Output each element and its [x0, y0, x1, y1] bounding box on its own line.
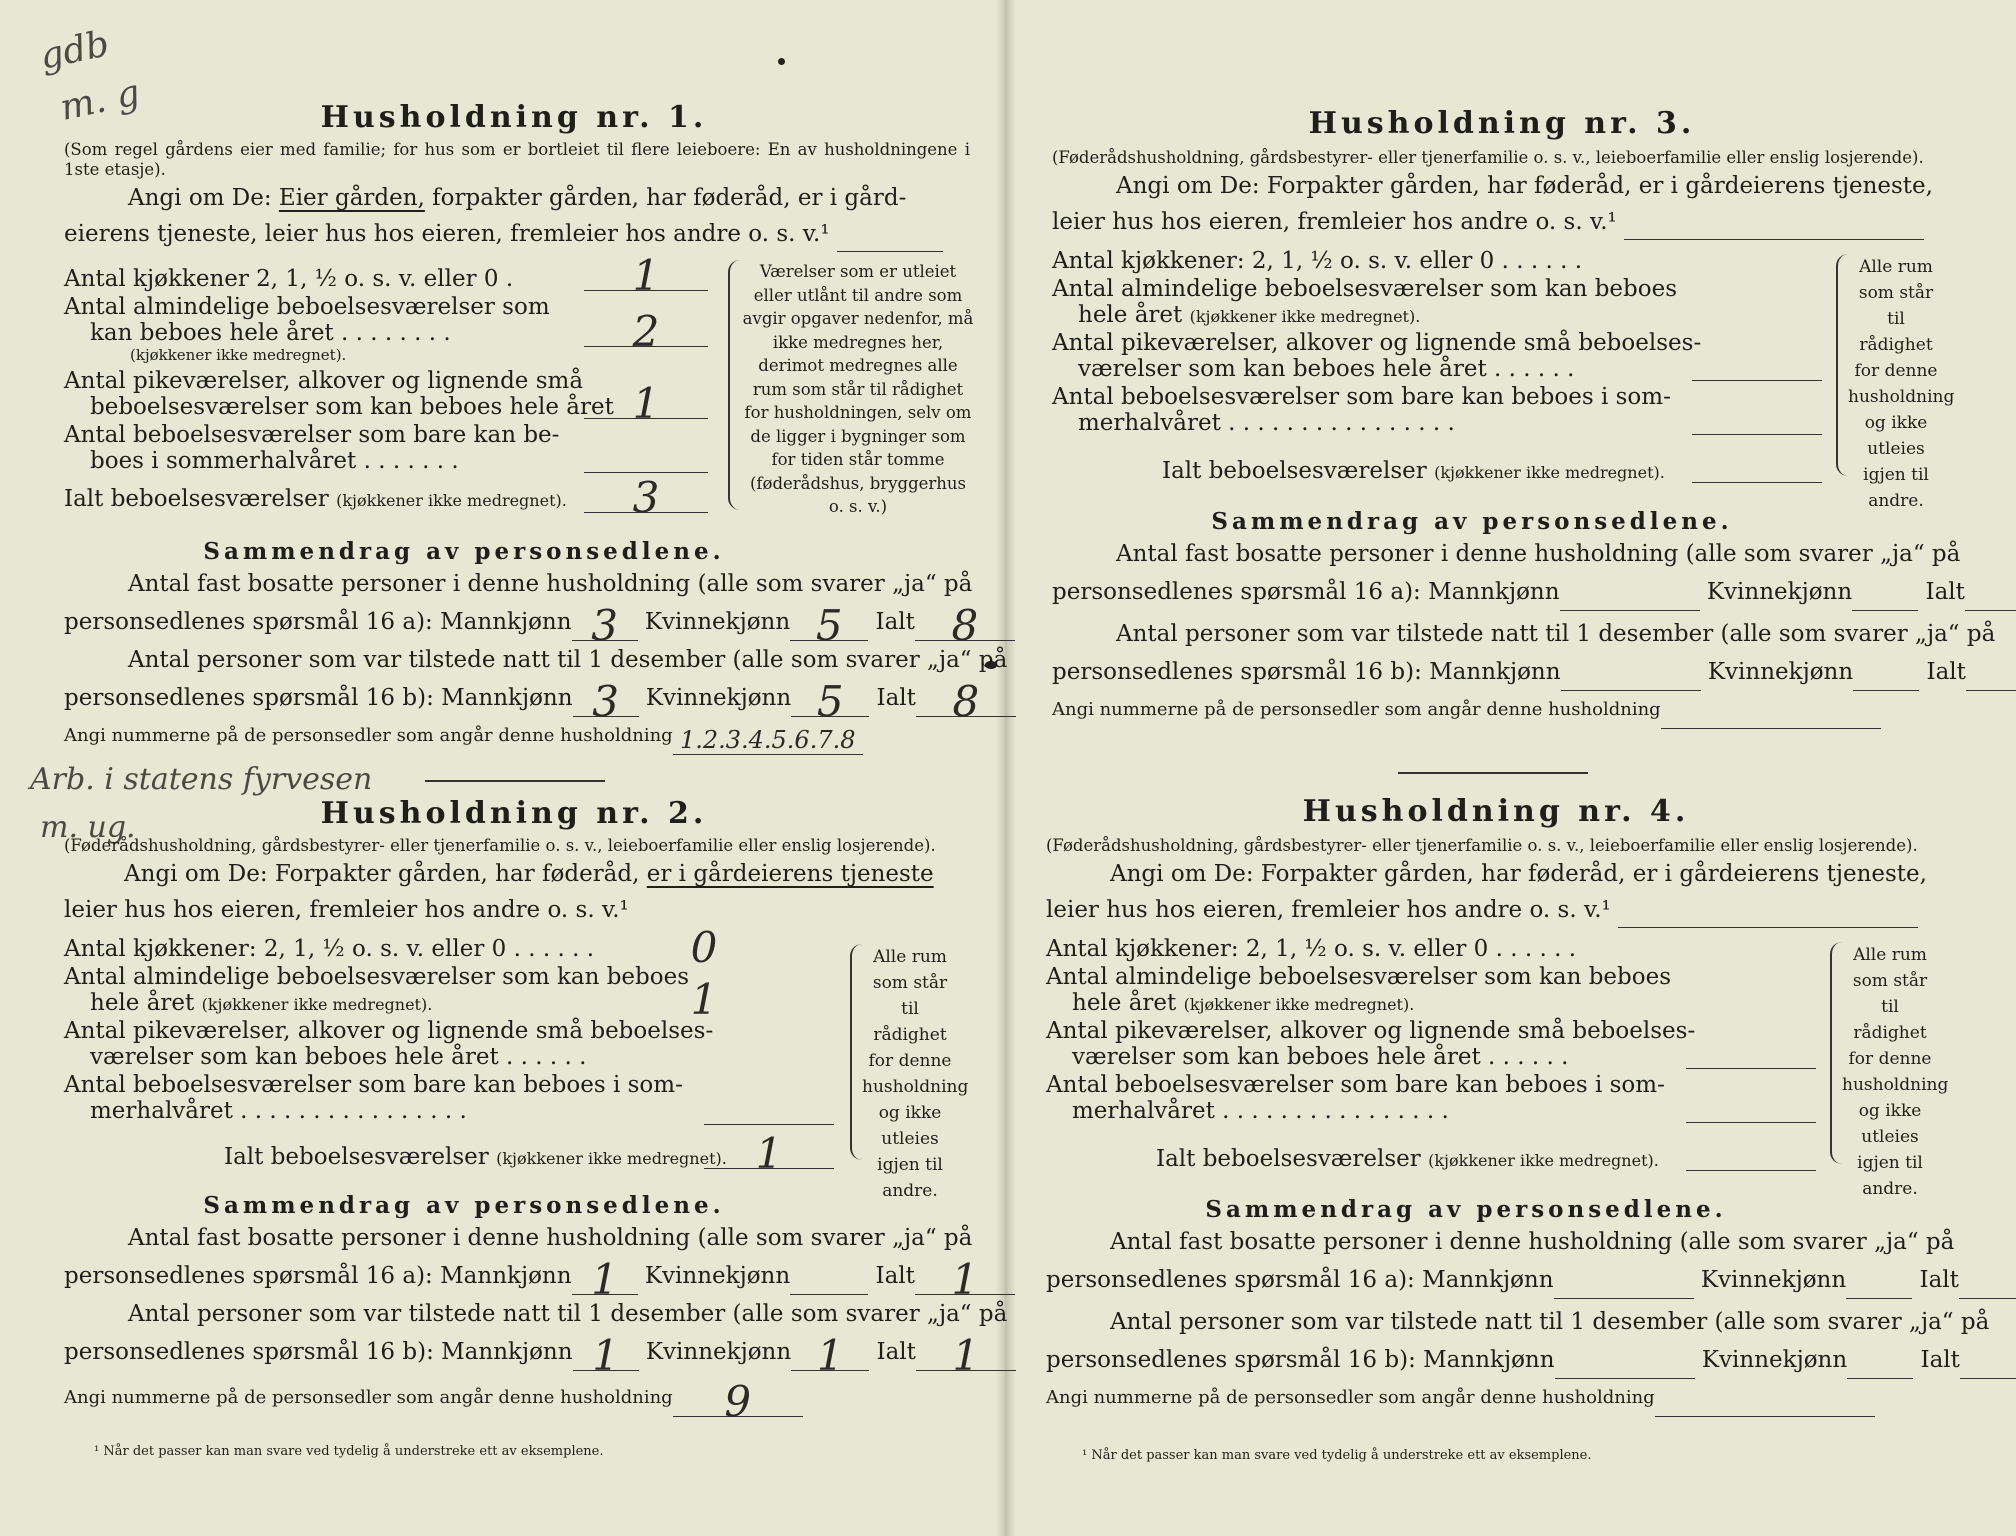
margin-note: gdb [36, 23, 113, 78]
pike-label: Antal pikeværelser, alkover og lignende små [64, 368, 584, 394]
rooms-block [64, 251, 974, 530]
tilstede-kvinne-answer: 1 [791, 1342, 869, 1371]
pike-label-2: værelser som kan beboes hele året . . . . . . [1078, 356, 1575, 382]
tilstede-ialt-answer [1960, 1350, 2016, 1379]
fast-ialt-answer [1965, 582, 2016, 611]
pike-answer [1692, 350, 1822, 381]
angi-line-2: leier hus hos eieren, fremleier hos andre o. s. v.¹ [1046, 892, 1946, 928]
angi-answer-line [1618, 899, 1918, 928]
household-3 [1052, 104, 1996, 729]
ialt-answer [1692, 452, 1822, 483]
fast-kvinne-answer [1852, 582, 1918, 611]
pike-label: Antal pikeværelser, alkover og lignende små beboelses- [1046, 1018, 1696, 1044]
household-2 [64, 794, 1008, 1426]
angi-line-2: leier hus hos eieren, fremleier hos andre o. s. v.¹ [64, 897, 629, 923]
fast-mann-answer [1554, 1270, 1694, 1299]
fast-mann-answer: 3 [572, 612, 638, 641]
nummerne-line: Angi nummerne på de personsedler som angår denne husholdning [1046, 1379, 1946, 1417]
margin-note: Arb. i statens fyrvesen [30, 762, 373, 797]
alm-label-2: hele året (kjøkkener ikke medregnet). [1078, 302, 1421, 328]
alm-label-2: kan beboes hele året . . . . . . . . [90, 320, 451, 346]
ialt-answer [1686, 1140, 1816, 1171]
fast-ialt-answer: 1 [915, 1266, 1015, 1295]
rooms-instruction: Alle rum som står til rådighet for denne husholdning og ikke utleies igjen til andre. [850, 944, 958, 1160]
angi-answer-line [837, 223, 943, 252]
margin-note: m. g [56, 72, 144, 129]
nummerne-answer: 9 [673, 1392, 803, 1417]
ialt-label: Ialt beboelsesværelser (kjøkkener ikke medregnet). [64, 486, 567, 512]
fast-line-2: personsedlenes spørsmål 16 a): Mannkjønn Kvinnekjønn Ialt [1046, 1261, 1946, 1299]
ink-dot [778, 58, 785, 65]
fast-kvinne-answer: 5 [790, 612, 868, 641]
ialt-label: Ialt beboelsesværelser (kjøkkener ikke medregnet). [1162, 458, 1665, 484]
tilstede-mann-answer [1561, 662, 1701, 691]
summary-heading: Sammendrag av personsedlene. [1211, 508, 1733, 535]
household-subtitle: (Føderådshusholdning, gårdsbestyrer- eller tjenerfamilie o. s. v., leieboerfamilie eller enslig losjerende). [1046, 836, 1918, 855]
pike-label: Antal pikeværelser, alkover og lignende små beboelses- [64, 1018, 714, 1044]
sommer-label-2: merhalvåret . . . . . . . . . . . . . . . . [1072, 1098, 1449, 1124]
tilstede-kvinne-answer [1847, 1350, 1913, 1379]
alm-label: Antal almindelige beboelsesværelser som kan beboes [1046, 964, 1672, 990]
footnote: ¹ Når det passer kan man svare ved tydelig å understreke ett av eksemplene. [94, 1444, 604, 1459]
household-subtitle: (Føderådshusholdning, gårdsbestyrer- eller tjenerfamilie o. s. v., leieboerfamilie eller enslig losjerende). [1052, 148, 1924, 167]
household-title: Husholdning nr. 3. [1308, 106, 1696, 141]
angi-options-2: eierens tjeneste, leier hus hos eieren, fremleier hos andre o. s. v.¹ [64, 221, 830, 247]
tilstede-kvinne-answer [1853, 662, 1919, 691]
fast-line: Antal fast bosatte personer i denne husholdning (alle som svarer „ja“ på [128, 1225, 973, 1251]
sommer-label: Antal beboelsesværelser som bare kan beboes i som- [1046, 1072, 1665, 1098]
pike-label-2: værelser som kan beboes hele året . . . . . . [90, 1044, 587, 1070]
kjokken-label: Antal kjøkkener: 2, 1, ½ o. s. v. eller 0 . . . . . . [64, 936, 595, 962]
ialt-answer: 3 [584, 482, 708, 513]
alm-note: (kjøkkener ikke medregnet). [130, 346, 347, 364]
tilstede-line: Antal personer som var tilstede natt til 1 desember (alle som svarer „ja“ på [1110, 1309, 1990, 1335]
rooms-instruction: Alle rum som står til rådighet for denne husholdning og ikke utleies igjen til andre. [1830, 942, 1938, 1164]
sommer-label-2: boes i sommerhalvåret . . . . . . . [90, 448, 459, 474]
sommer-answer [584, 442, 708, 473]
separator [1398, 772, 1588, 774]
kjokken-label: Antal kjøkkener: 2, 1, ½ o. s. v. eller 0 . . . . . . [1052, 248, 1583, 274]
sommer-answer [1686, 1092, 1816, 1123]
household-title: Husholdning nr. 4. [1302, 794, 1690, 829]
ialt-label: Ialt beboelsesværelser (kjøkkener ikke medregnet). [224, 1144, 727, 1170]
alm-label: Antal almindelige beboelsesværelser som kan beboes [64, 964, 690, 990]
rooms-block: Antal kjøkkener: 2, 1, ½ o. s. v. eller 0 . . . . . . 0 Antal almindelige beboelsesværelser som kan beboes hele året (kjøkkener ikke medregnet). 1 Antal pikeværelser, alkover og lignende små beboelses- værelser som kan beboes hele året . . . . . . Antal beboelsesværelser som bare kan beboes i som- merhalvåret . . . . . . . . . . . . . . . . Ialt beboelsesværelser (kjøkkener ikke medregnet). 1 Alle rum som står til rådighet for denne husholdning og ikke utleies igjen til andre. [64, 923, 969, 1201]
tilstede-ialt-answer: 8 [916, 688, 1016, 717]
household-subtitle: (Som regel gårdens eier med familie; for hus som er bortleiet til flere leieboere: En av husholdningene i 1ste etasje). [64, 140, 970, 179]
tilstede-line: Antal personer som var tilstede natt til 1 desember (alle som svarer „ja“ på [1116, 621, 1996, 647]
tilstede-line-2: personsedlenes spørsmål 16 b): Mannkjønn 1 Kvinnekjønn 1 Ialt 1 [64, 1333, 964, 1371]
rooms-instruction: Værelser som er utleiet eller utlånt til andre som avgir opgaver nedenfor, må ikke medregnes her, derimot medregnes alle rum som står til rådighet for husholdningen, selv om de ligger i bygninger som for tiden står tomme (føderådshus, bryggerhus o. s. v.) [728, 260, 976, 510]
angi-line [64, 180, 964, 216]
household-subtitle: (Føderådshusholdning, gårdsbestyrer- eller tjenerfamilie o. s. v., leieboerfamilie eller enslig losjerende). [64, 836, 936, 855]
fast-mann-answer [1560, 582, 1700, 611]
kjokken-answer: 1 [584, 260, 708, 291]
angi-line: Angi om De: Forpakter gården, har føderåd, er i gårdeierens tjeneste [124, 861, 934, 887]
fast-line-2: personsedlenes spørsmål 16 a): Mannkjønn Kvinnekjønn Ialt [1052, 573, 1952, 611]
fast-line: Antal fast bosatte personer i denne husholdning (alle som svarer „ja“ på [1110, 1229, 1955, 1255]
angi-options: forpakter gården, har føderåd, er i gård- [432, 185, 907, 211]
tilstede-mann-answer: 3 [573, 688, 639, 717]
sommer-label-2: merhalvåret . . . . . . . . . . . . . . . . [90, 1098, 467, 1124]
kjokken-label: Antal kjøkkener: 2, 1, ½ o. s. v. eller 0 . . . . . . [1046, 936, 1577, 962]
tilstede-line: Antal personer som var tilstede natt til 1 desember (alle som svarer „ja“ på [128, 1301, 1008, 1327]
separator [425, 780, 605, 782]
rooms-block [1052, 248, 1955, 511]
alm-label-2: hele året (kjøkkener ikke medregnet). [90, 990, 433, 1016]
tilstede-line-2: personsedlenes spørsmål 16 b): Mannkjønn 3 Kvinnekjønn 5 Ialt 8 [64, 679, 964, 717]
household-title: Husholdning nr. 2. [320, 796, 708, 831]
summary-heading: Sammendrag av personsedlene. [1205, 1196, 1727, 1223]
nummerne-line: Angi nummerne på de personsedler som angår denne husholdning 9 [64, 1379, 964, 1417]
sommer-label-2: merhalvåret . . . . . . . . . . . . . . . . [1078, 410, 1455, 436]
rooms-instruction: Alle rum som står til rådighet for denne husholdning og ikke utleies igjen til andre. [1836, 254, 1944, 476]
tilstede-line: Antal personer som var tilstede natt til 1 desember (alle som svarer „ja“ på [128, 647, 1008, 673]
alm-label: Antal almindelige beboelsesværelser som kan beboes [1052, 276, 1678, 302]
pike-label: Antal pikeværelser, alkover og lignende små beboelses- [1052, 330, 1702, 356]
household-title: Husholdning nr. 1. [320, 100, 708, 135]
household-1 [64, 98, 1008, 755]
footnote: ¹ Når det passer kan man svare ved tydelig å understreke ett av eksemplene. [1082, 1448, 1592, 1463]
fast-line: Antal fast bosatte personer i denne husholdning (alle som svarer „ja“ på [128, 571, 973, 597]
nummerne-answer [1655, 1392, 1875, 1417]
sommer-answer [1692, 404, 1822, 435]
sommer-label: Antal beboelsesværelser som bare kan beboes i som- [64, 1072, 683, 1098]
pike-label-2: værelser som kan beboes hele året . . . . . . [1072, 1044, 1569, 1070]
sommer-answer [704, 1094, 834, 1125]
angi-line: Angi om De: Forpakter gården, har føderåd, er i gårdeierens tjeneste, [1116, 173, 1933, 199]
household-4 [1046, 792, 1990, 1417]
alm-label: Antal almindelige beboelsesværelser som [64, 294, 550, 320]
summary-heading: Sammendrag av personsedlene. [203, 538, 725, 565]
tilstede-line-2: personsedlenes spørsmål 16 b): Mannkjønn Kvinnekjønn Ialt [1046, 1341, 1946, 1379]
nummerne-line: Angi nummerne på de personsedler som angår denne husholdning 1.2.3.4.5.6.7.8 [64, 717, 964, 755]
fast-kvinne-answer [1846, 1270, 1912, 1299]
fast-ialt-answer: 8 [915, 612, 1015, 641]
ialt-answer: 1 [704, 1138, 834, 1169]
angi-answer-line [1624, 211, 1924, 240]
nummerne-answer: 1.2.3.4.5.6.7.8 [673, 730, 863, 755]
angi-underlined-option: Eier gården, [278, 185, 425, 211]
tilstede-mann-answer [1555, 1350, 1695, 1379]
fast-line-2: personsedlenes spørsmål 16 a): Mannkjønn 1 Kvinnekjønn Ialt 1 [64, 1257, 964, 1295]
nummerne-line: Angi nummerne på de personsedler som angår denne husholdning [1052, 691, 1952, 729]
rooms-block [1046, 936, 1949, 1199]
kjokken-label: Antal kjøkkener 2, 1, ½ o. s. v. eller 0 . [64, 266, 514, 292]
sommer-label: Antal beboelsesværelser som bare kan be- [64, 422, 560, 448]
angi-line: Angi om De: Forpakter gården, har føderåd, er i gårdeierens tjeneste, [1110, 861, 1927, 887]
fast-line: Antal fast bosatte personer i denne husholdning (alle som svarer „ja“ på [1116, 541, 1961, 567]
pike-answer [1686, 1038, 1816, 1069]
tilstede-ialt-answer: 1 [916, 1342, 1016, 1371]
summary-heading: Sammendrag av personsedlene. [203, 1192, 725, 1219]
angi-label: Angi om De: [128, 185, 272, 211]
alm-answer: 2 [584, 316, 708, 347]
sommer-label: Antal beboelsesværelser som bare kan beboes i som- [1052, 384, 1671, 410]
fast-mann-answer: 1 [572, 1266, 638, 1295]
fast-line-2: personsedlenes spørsmål 16 a): Mannkjønn 3 Kvinnekjønn 5 Ialt 8 [64, 603, 964, 641]
tilstede-mann-answer: 1 [573, 1342, 639, 1371]
angi-line-2 [64, 216, 964, 252]
nummerne-answer [1661, 704, 1881, 729]
pike-answer: 1 [584, 388, 708, 419]
ialt-label: Ialt beboelsesværelser (kjøkkener ikke medregnet). [1156, 1146, 1659, 1172]
alm-label-2: hele året (kjøkkener ikke medregnet). [1072, 990, 1415, 1016]
tilstede-kvinne-answer: 5 [791, 688, 869, 717]
tilstede-line-2: personsedlenes spørsmål 16 b): Mannkjønn Kvinnekjønn Ialt [1052, 653, 1952, 691]
tilstede-ialt-answer [1966, 662, 2016, 691]
fast-ialt-answer [1959, 1270, 2016, 1299]
angi-line-2: leier hus hos eieren, fremleier hos andre o. s. v.¹ [1052, 204, 1952, 240]
margin-note: m. ug. [40, 810, 136, 845]
pike-label-2: beboelsesværelser som kan beboes hele året [90, 394, 614, 420]
fast-kvinne-answer [790, 1266, 868, 1295]
angi-underlined-option: er i gårdeierens tjeneste [646, 861, 934, 887]
